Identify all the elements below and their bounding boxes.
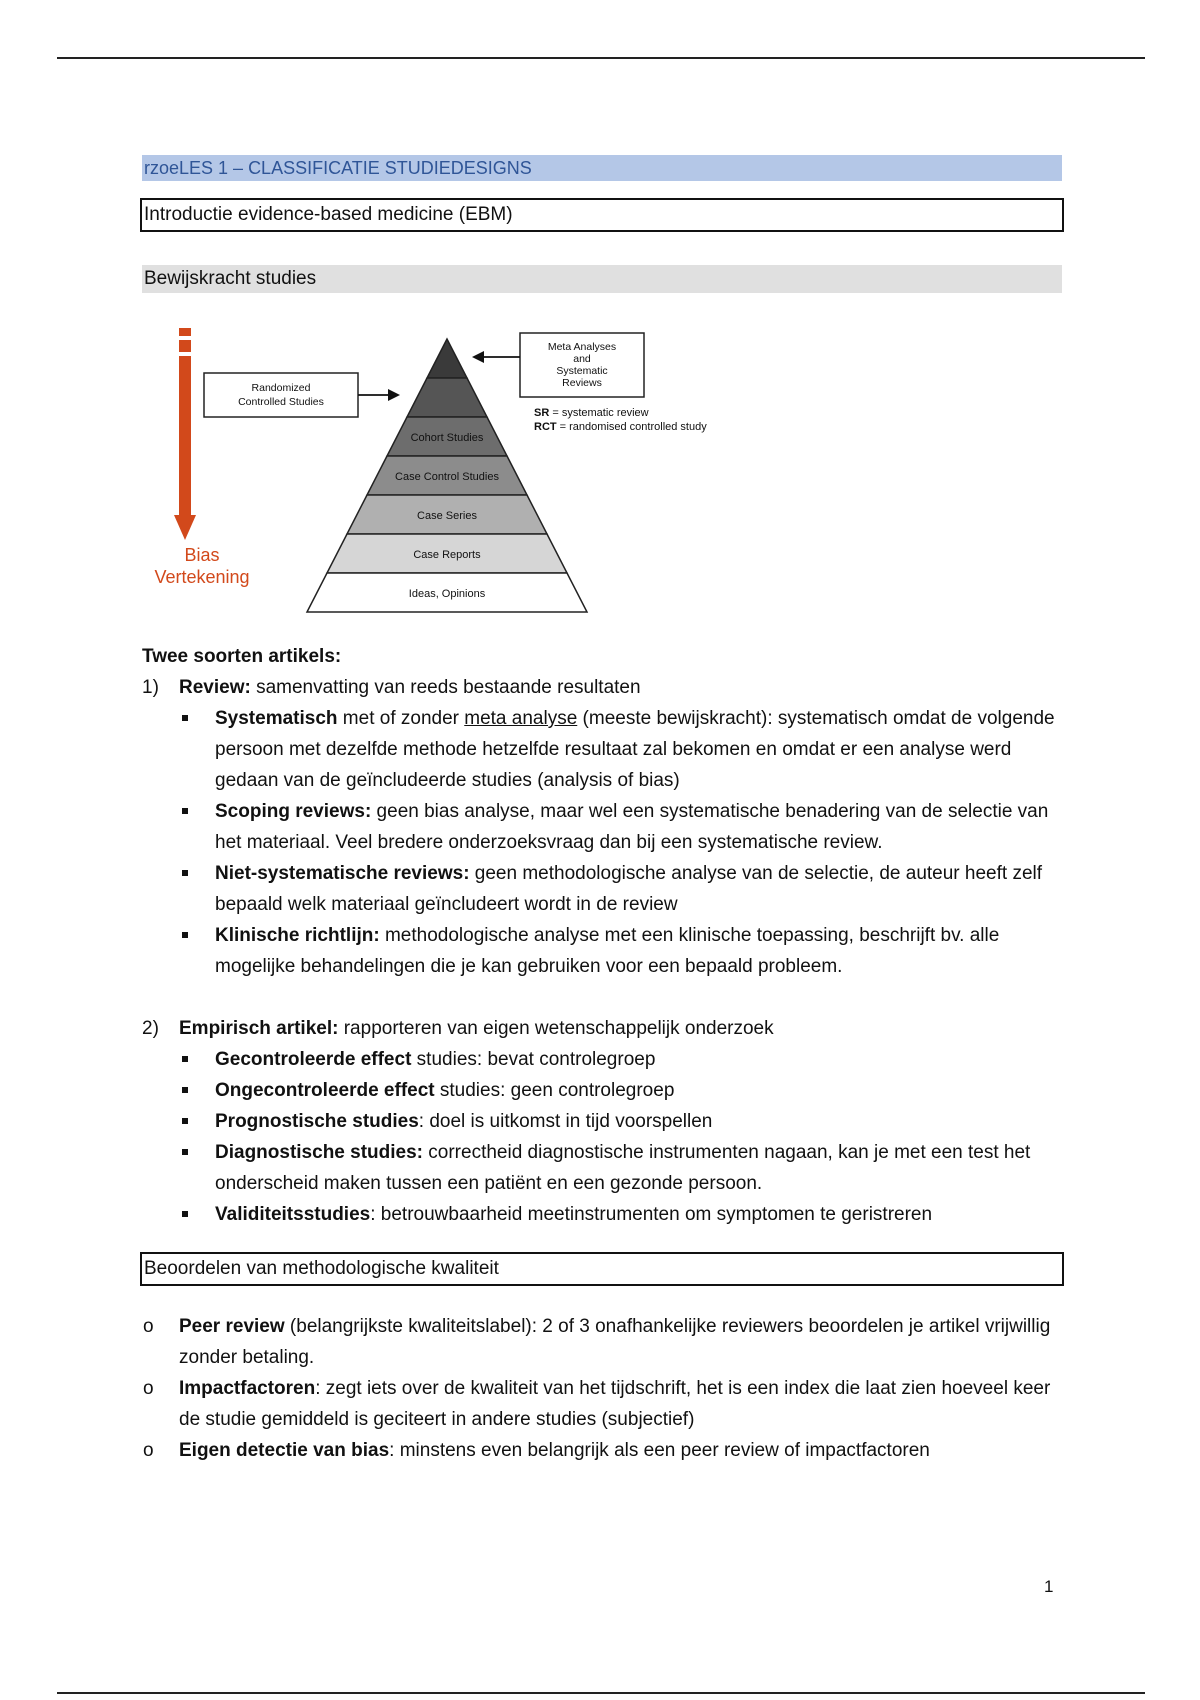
term: Systematisch: [215, 708, 338, 729]
list-item: [142, 1311, 1062, 1373]
pyramid-level-rct: [407, 378, 487, 417]
pyramid-label-case-reports: Case Reports: [413, 549, 481, 561]
pyramid-label-cohort: Cohort Studies: [410, 432, 484, 444]
list-item: [142, 1435, 1062, 1466]
section-box-intro: Introductie evidence-based medicine (EBM): [140, 198, 1064, 232]
term: Klinische richtlijn:: [215, 925, 380, 946]
term: Gecontroleerde effect: [215, 1049, 412, 1070]
description: met of zonder: [337, 708, 465, 729]
term: Ongecontroleerde effect: [215, 1080, 435, 1101]
list-number: 2): [142, 1018, 159, 1039]
description: correctheid diagnostische instrumenten nagaan, kan je met een test het onderscheid maken tussen een patiënt en een gezonde persoon.: [215, 1142, 1031, 1194]
bias-arrow-dash2: [179, 340, 191, 352]
bias-arrow-head: [174, 515, 196, 540]
meta-callout-line1: Meta Analyses: [547, 341, 617, 353]
rct-abbr: RCT: [534, 421, 557, 433]
term: Impactfactoren: [179, 1378, 316, 1399]
rct-callout-box: [204, 373, 358, 417]
empirical-types-list: [142, 1044, 1062, 1230]
bottom-rule: [57, 1692, 1145, 1694]
page-content: [142, 155, 1062, 1466]
articles-heading: Twee soorten artikels:: [142, 646, 342, 667]
rct-callout-line2: Controlled Studies: [238, 396, 324, 408]
term: Niet-systematische reviews:: [215, 863, 470, 884]
section-heading-bewijskracht: Bewijskracht studies: [142, 265, 1062, 293]
term: Peer review: [179, 1316, 285, 1337]
article-types-list-2: [142, 1013, 1062, 1044]
rct-callout-line1: Randomized: [251, 382, 311, 394]
evidence-pyramid-figure: [142, 293, 762, 623]
sr-definition: [534, 407, 649, 419]
term: Review:: [179, 677, 251, 698]
list-number: 1): [142, 677, 159, 698]
page-number: 1: [1044, 1577, 1054, 1596]
list-item: [142, 1199, 1062, 1230]
description: geen bias analyse, maar wel een systematische benadering van de selectie van het materiaal. Veel bredere onderzoeksvraag dan bij een systematische review.: [215, 801, 1049, 853]
list-item: [142, 920, 1062, 982]
bias-arrow-dash1: [179, 328, 191, 336]
description: studies: bevat controlegroep: [411, 1049, 656, 1070]
meta-callout-line3: Systematic: [556, 365, 608, 377]
pyramid-label-case-control: Case Control Studies: [395, 471, 499, 483]
list-item: [142, 796, 1062, 858]
description: : minstens even belangrijk als een peer review of impactfactoren: [389, 1440, 930, 1461]
pyramid-level-meta: [427, 339, 467, 378]
rct-definition: [534, 421, 707, 433]
term: Scoping reviews:: [215, 801, 372, 822]
list-item: [142, 1373, 1062, 1435]
o-bullet: o: [143, 1316, 154, 1337]
description: : zegt iets over de kwaliteit van het tijdschrift, het is een index die laat zien hoeveel keer de studie gemiddeld is geciteert in andere studies (subjectief): [179, 1378, 1051, 1430]
term: Diagnostische studies:: [215, 1142, 423, 1163]
o-bullet: o: [143, 1378, 154, 1399]
meta-callout-line2: and: [573, 353, 591, 365]
pyramid-label-case-series: Case Series: [417, 510, 477, 522]
rct-arrow-head: [388, 389, 400, 401]
pyramid-label-ideas: Ideas, Opinions: [408, 588, 486, 600]
description: methodologische analyse met een klinische toepassing, beschrijft bv. alle mogelijke behandelingen die je kan gebruiken voor een bepaald probleem.: [215, 925, 1000, 977]
description: studies: geen controlegroep: [434, 1080, 675, 1101]
term: Validiteitsstudies: [215, 1204, 371, 1225]
section-box-beoordelen: Beoordelen van methodologische kwaliteit: [140, 1252, 1064, 1286]
vertekening-label: Vertekening: [154, 567, 250, 587]
sr-def: = systematic review: [549, 407, 649, 419]
sr-abbr: SR: [534, 407, 550, 419]
description: : doel is uitkomst in tijd voorspellen: [418, 1111, 713, 1132]
term: Prognostische studies: [215, 1111, 419, 1132]
description: rapporteren van eigen wetenschappelijk onderzoek: [338, 1018, 774, 1039]
article-type-review: [142, 672, 1062, 703]
article-type-empirical: [142, 1013, 1062, 1044]
evidence-pyramid-svg: [142, 293, 762, 623]
description: samenvatting van reeds bestaande resultaten: [250, 677, 641, 698]
underlined-term: meta analyse: [464, 708, 578, 729]
o-bullet: o: [143, 1440, 154, 1461]
review-types-list: [142, 703, 1062, 982]
description: : betrouwbaarheid meetinstrumenten om symptomen te geristreren: [370, 1204, 933, 1225]
quality-list: [142, 1311, 1062, 1466]
bias-arrow-shaft: [179, 356, 191, 518]
list-item: [142, 1106, 1062, 1137]
meta-arrow-head: [472, 351, 484, 363]
top-rule: [57, 57, 1145, 59]
bias-label: Bias: [184, 545, 220, 565]
rct-def: = randomised controlled study: [556, 421, 707, 433]
description: geen methodologische analyse van de selectie, de auteur heeft zelf bepaald welk materiaal geïncludeert wordt in de review: [215, 863, 1043, 915]
list-item: [142, 1075, 1062, 1106]
meta-callout-line4: Reviews: [562, 377, 602, 389]
term: Empirisch artikel:: [179, 1018, 339, 1039]
list-item: [142, 1044, 1062, 1075]
description: (belangrijkste kwaliteitslabel): 2 of 3 onafhankelijke reviewers beoordelen je artikel vrijwillig zonder betaling.: [179, 1316, 1051, 1368]
description: (meeste bewijskracht): systematisch omdat de volgende persoon met dezelfde methode hetzelfde resultaat zal bekomen en omdat er een analyse werd gedaan van de geïncludeerde studies (analysis of bias): [215, 708, 1055, 791]
article-types-list: [142, 672, 1062, 703]
lesson-title: rzoeLES 1 – CLASSIFICATIE STUDIEDESIGNS: [142, 155, 1062, 181]
list-item: [142, 703, 1062, 796]
list-item: [142, 1137, 1062, 1199]
list-item: [142, 858, 1062, 920]
term: Eigen detectie van bias: [179, 1440, 390, 1461]
